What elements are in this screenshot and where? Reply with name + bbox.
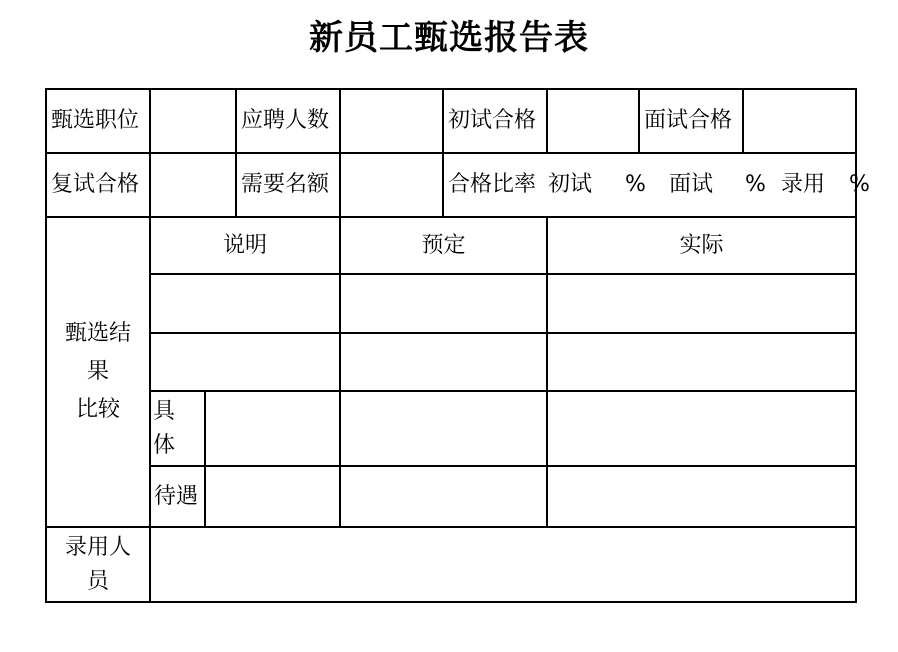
hired-label-line1: 录用人 — [64, 534, 131, 560]
results-label-line2: 果 — [86, 359, 109, 384]
specific-label-line2: 体 — [153, 432, 176, 458]
retest-pass-value[interactable] — [151, 154, 235, 216]
report-form — [45, 88, 870, 603]
quota-value[interactable] — [341, 154, 442, 216]
results-cell[interactable] — [548, 334, 855, 390]
results-cell[interactable] — [341, 275, 546, 332]
ratio-interview-percent: % — [745, 172, 766, 197]
border-bottom — [45, 601, 857, 603]
ratio-interview-label: 面试 — [669, 172, 714, 197]
treatment-actual[interactable] — [548, 467, 855, 526]
position-label: 甄选职位 — [51, 108, 140, 133]
page-title: 新员工甄选报告表 — [309, 18, 589, 58]
ratio-hire-label: 录用 — [781, 172, 826, 197]
treatment-planned[interactable] — [341, 467, 546, 526]
ratio-initial-percent: % — [625, 172, 646, 197]
hired-personnel-value[interactable] — [151, 528, 855, 601]
pass-ratio-values — [548, 154, 870, 216]
results-compare-label — [47, 218, 149, 526]
results-cell[interactable] — [151, 275, 339, 332]
applicants-label: 应聘人数 — [241, 108, 330, 133]
pass-ratio-label: 合格比率 — [448, 172, 537, 197]
hired-label-line2: 员 — [86, 568, 109, 594]
interview-pass-label: 面试合格 — [644, 108, 733, 133]
ratio-hire-percent: % — [849, 172, 870, 197]
treatment-label: 待遇 — [154, 483, 199, 509]
results-cell[interactable] — [341, 334, 546, 390]
specific-actual[interactable] — [548, 392, 855, 465]
retest-pass-label: 复试合格 — [51, 172, 140, 197]
header-description: 说明 — [222, 232, 267, 258]
results-cell[interactable] — [548, 275, 855, 332]
specific-description[interactable] — [206, 392, 339, 465]
specific-label-line1: 具 — [153, 398, 176, 424]
specific-label — [153, 392, 204, 465]
position-value[interactable] — [151, 90, 235, 152]
results-label-line3: 比较 — [75, 397, 120, 422]
interview-pass-value[interactable] — [744, 90, 855, 152]
ratio-initial-label: 初试 — [548, 172, 593, 197]
results-cell[interactable] — [151, 334, 339, 390]
first-pass-label: 初试合格 — [448, 108, 537, 133]
treatment-description[interactable] — [206, 467, 339, 526]
header-actual: 实际 — [679, 232, 724, 258]
specific-planned[interactable] — [341, 392, 546, 465]
border-right — [855, 88, 857, 603]
first-pass-value[interactable] — [548, 90, 638, 152]
applicants-value[interactable] — [341, 90, 442, 152]
results-label-line1: 甄选结 — [64, 321, 131, 346]
hired-personnel-label — [47, 528, 149, 601]
header-planned: 预定 — [421, 232, 466, 258]
quota-label: 需要名额 — [241, 172, 330, 197]
